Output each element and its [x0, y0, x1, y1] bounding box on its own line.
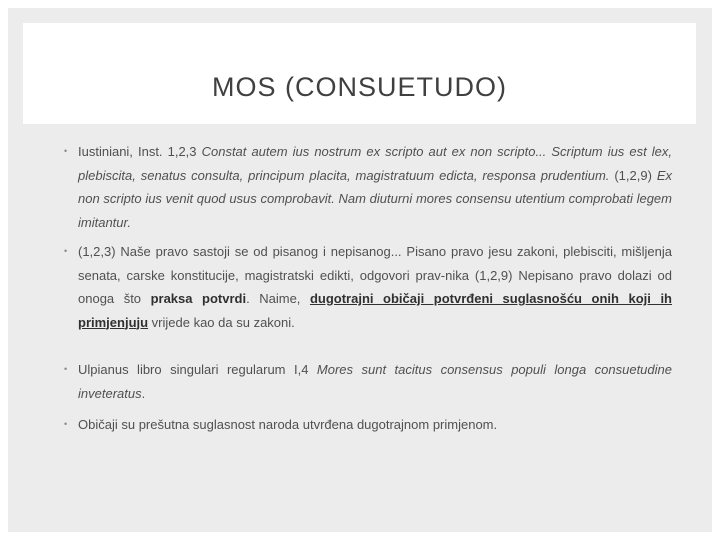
- latin-quote: Constat autem ius nostrum ex scripto aut ex non scripto... Scriptum ius est lex, plebiscita, senatus consulta, principum placita, magistratuum edicta, responsa prudentium.: [78, 144, 672, 183]
- text-segment: Običaji su prešutna suglasnost naroda utvrđena dugotrajnom primjenom.: [78, 417, 498, 432]
- text-segment: Iustiniani, Inst. 1,2,3: [78, 144, 202, 159]
- text-segment: Ulpianus libro singulari regularum I,4: [78, 362, 317, 377]
- bullet-dot: •: [64, 419, 68, 429]
- bullet-dot: •: [64, 146, 68, 156]
- slide-title: MOS (CONSUETUDO): [212, 72, 507, 102]
- text-segment: (1,2,3) Naše pravo sastoji se od pisanog i nepisanog... Pisano pravo jesu zakoni, plebisciti, mišljenja senata, carske konstitucije, magistratski edikti, odgovori prav-nika (1,2,9) Nepisano pravo dolazi od onoga što: [78, 244, 672, 306]
- title-box: [23, 23, 696, 124]
- emphasis-text: praksa potvrdi: [150, 291, 247, 306]
- text-segment: .: [141, 385, 146, 401]
- latin-quote: Mores sunt tacitus consensus populi longa consuetudine inveteratus: [78, 362, 672, 401]
- bullet-translation: [8, 240, 712, 334]
- text-segment: (1,2,9): [609, 167, 657, 183]
- bullet-justinian: [8, 140, 712, 234]
- slide-content: [8, 140, 712, 437]
- bullet-ulpian: [8, 358, 712, 405]
- bullet-dot: •: [64, 364, 68, 374]
- latin-quote: Ex non scripto ius venit quod usus comprobavit. Nam diuturni mores consensu utentium comprobati legem imitantur.: [78, 167, 672, 230]
- emphasis-underlined-text: dugotrajni običaji potvrđeni suglasnošću onih koji ih primjenjuju: [78, 291, 673, 330]
- text-segment: vrijede kao da su zakoni.: [148, 314, 295, 330]
- bullet-dot: •: [64, 246, 68, 256]
- bullet-definition: [8, 413, 712, 437]
- text-segment: . Naime,: [246, 291, 310, 306]
